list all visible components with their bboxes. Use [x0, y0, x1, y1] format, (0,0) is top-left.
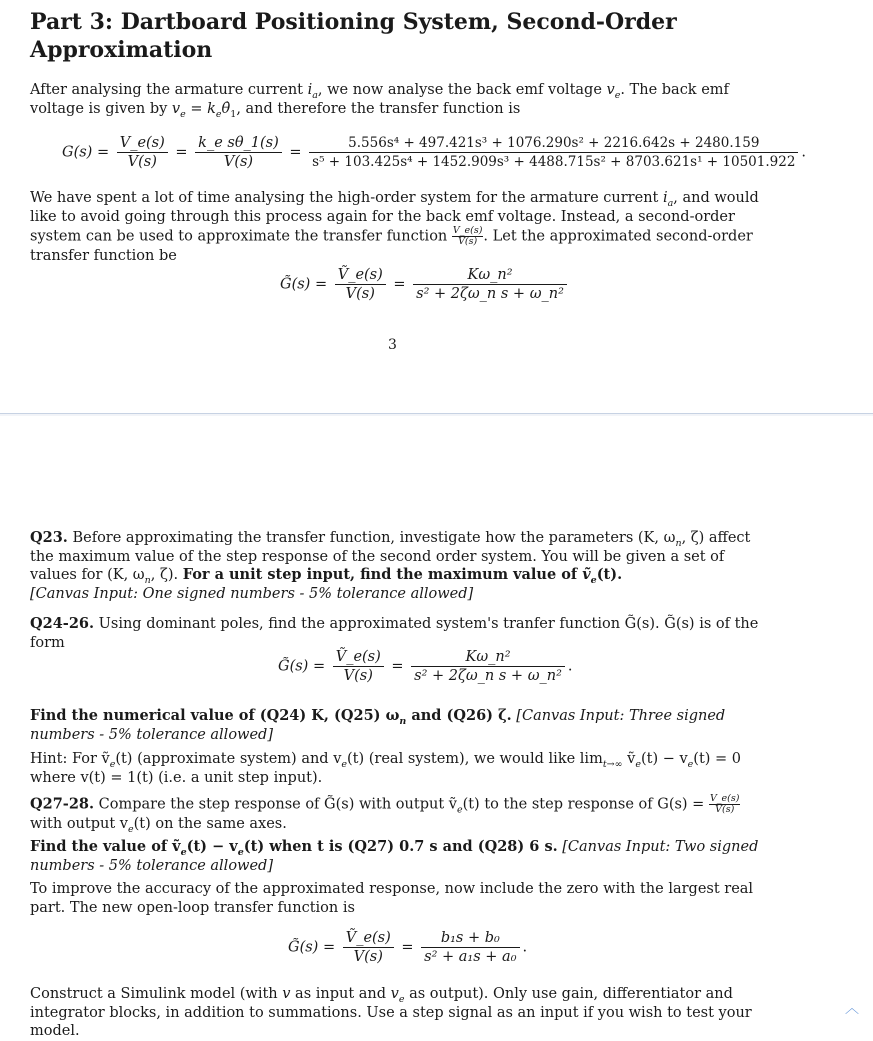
rel-theta: θ̇	[221, 100, 231, 117]
q23-text-2: , ζ) affect the maximum value of the step response of the second order system. You will be given a set of values for (K, ω	[30, 530, 751, 583]
var-i: i	[307, 82, 313, 98]
q27-sub-2: e	[127, 823, 134, 835]
hint-sub-4: e	[687, 758, 694, 770]
q24-find-bold: Find the numerical value of (Q24) K, (Q25) ω	[30, 707, 400, 724]
hint-text-5: (t) − v	[640, 751, 688, 767]
q27-find-bold: Find the value of ṽ	[30, 838, 181, 855]
hint-lim-sub: t→∞	[602, 758, 623, 770]
improve-paragraph: To improve the accuracy of the approximated response, now include the zero with the largest real part. The new open-loop transfer function is	[30, 881, 754, 916]
q23-label: Q23.	[30, 529, 68, 546]
q23-bold: For a unit step input, find the maximum value of	[182, 566, 583, 583]
sub-a: a	[312, 89, 318, 101]
eq1-frac-3-den: s⁵ + 103.425s⁴ + 1452.909s³ + 4488.715s² + 8703.621s¹ + 10501.922	[312, 154, 796, 170]
intro-text-1: After analysing the armature current	[30, 82, 308, 98]
eq4-frac-2-den: s² + a₁s + a₀	[424, 949, 517, 965]
eq1-frac-3	[309, 135, 798, 170]
sim-sub-e: e	[398, 993, 405, 1005]
q27-text-1: Compare the step response of G̃(s) with output ṽ	[94, 796, 457, 813]
q23-sub-n2: n	[144, 574, 151, 586]
intro-text-4: , and therefore the transfer function is	[236, 100, 521, 117]
sim-text-1: Construct a Simulink model (with	[30, 986, 283, 1002]
para2-sub-a: a	[667, 197, 674, 209]
q27-text-3: with output v	[30, 816, 128, 832]
chevron-up-icon[interactable]: ︿	[845, 1001, 859, 1017]
rel-sub-e: e	[180, 108, 186, 120]
q23-text-1: Before approximating the transfer function, investigate how the parameters (K, ω	[67, 530, 676, 546]
q24-find	[30, 707, 765, 744]
hint-text-3: (t) (real system), we would like lim	[347, 751, 603, 767]
q24-label: Q24-26.	[30, 615, 95, 632]
eq1-period: .	[801, 144, 807, 161]
question-q27-28	[30, 794, 765, 834]
eq4-frac-1-num: Ṽ_e(s)	[343, 930, 394, 948]
question-q23	[30, 529, 765, 603]
eq2-frac-2-den: s² + 2ζω_n s + ω_n²	[416, 286, 564, 302]
eq4-equals: =	[401, 939, 414, 956]
q23-bold-end: (t).	[596, 566, 623, 583]
page-number: 3	[388, 337, 397, 353]
rel-theta-sub: 1	[230, 108, 237, 120]
eq1-equals-2: =	[175, 144, 188, 161]
second-paragraph	[30, 189, 765, 266]
eq4-frac-1	[343, 930, 394, 965]
equation-g-zero	[288, 930, 527, 965]
eq3-frac-2	[411, 649, 565, 684]
eq1-frac-1-den: V(s)	[127, 154, 157, 170]
hint-text-2: (t) (approximate system) and v	[115, 751, 342, 767]
eq3-frac-1-num: Ṽ_e(s)	[333, 649, 384, 667]
eq3-equals: =	[391, 658, 404, 675]
q27-inline-frac	[709, 794, 741, 815]
intro-paragraph	[30, 81, 765, 118]
hint-sub-1: e	[109, 758, 116, 770]
q24-find-bold-2: and (Q26) ζ.	[406, 707, 512, 724]
intro-text-3: . The back emf voltage is given by	[30, 82, 729, 117]
q27-find-sub-1: e	[180, 846, 187, 858]
eq4-lhs: G̃(s) =	[288, 939, 336, 956]
hint-sub-3: e	[635, 758, 641, 770]
eq4-frac-2-num: b₁s + b₀	[421, 930, 519, 948]
para2-text-2: , and would like to avoid going through this process again for the back emf voltage. Instead, a second-order system can be used to approximate the transfer function	[30, 190, 759, 245]
q27-frac-den: V(s)	[715, 804, 735, 815]
document-page-4	[0, 416, 873, 1039]
sim-text-2: as input and	[290, 986, 391, 1002]
hint-sub-2: e	[341, 758, 348, 770]
q27-find-sub-2: e	[237, 846, 244, 858]
para2-inline-frac	[452, 226, 484, 247]
eq2-frac-1-den: V(s)	[345, 286, 375, 302]
eq3-frac-1	[333, 649, 384, 684]
hint-text-6: (t) = 0 where v(t) = 1(t) (i.e. a unit step input).	[30, 751, 742, 786]
eq1-frac-1-num: V_e(s)	[117, 135, 168, 153]
eq2-frac-1-num: Ṽ_e(s)	[335, 267, 386, 285]
rel-k-sub: e	[215, 108, 222, 120]
sim-text-3: as output). Only use gain, differentiator and integrator blocks, in addition to summations. Use a step signal as an input if you wish to test your model.	[30, 986, 752, 1039]
eq3-frac-1-den: V(s)	[343, 668, 373, 684]
eq1-lhs: G(s) =	[62, 144, 110, 161]
q27-find	[30, 838, 765, 875]
question-q24-26	[30, 615, 765, 652]
eq1-frac-3-num: 5.556s⁴ + 497.421s³ + 1076.290s² + 2216.642s + 2480.159	[309, 135, 798, 153]
equation-g-approx	[280, 267, 570, 302]
eq4-frac-2	[421, 930, 519, 965]
eq2-frac-1	[335, 267, 386, 302]
rel-eq-k: = k	[185, 100, 216, 117]
eq2-equals: =	[393, 276, 406, 293]
sim-var-v: v	[282, 986, 291, 1002]
q27-label: Q27-28.	[30, 795, 95, 813]
q23-sub-n: n	[675, 537, 682, 549]
var-v: v	[606, 82, 615, 98]
q27-find-bold-2: (t) − v	[186, 838, 238, 855]
q23-bold-var: ṽ	[582, 566, 591, 583]
eq3-period: .	[567, 658, 573, 675]
q27-find-bold-3: (t) when t is (Q27) 0.7 s and (Q28) 6 s.	[243, 838, 558, 855]
section-heading: Part 3: Dartboard Positioning System, Second-Order Approximation	[30, 9, 677, 63]
hint-text-1: Hint: For ṽ	[30, 751, 110, 767]
eq4-frac-1-den: V(s)	[353, 949, 383, 965]
eq3-frac-2-num: Kω_n²	[411, 649, 565, 667]
eq1-frac-2-num: k_e sθ_1(s)	[195, 135, 282, 153]
sub-e: e	[614, 89, 621, 101]
q24-canvas-note: [Canvas Input: Three signed numbers - 5% tolerance allowed]	[30, 708, 726, 743]
rel-v: v	[171, 100, 181, 117]
hint-paragraph	[30, 750, 765, 787]
q27-text-4: (t) on the same axes.	[133, 816, 287, 832]
q23-canvas-note: [Canvas Input: One signed numbers - 5% tolerance allowed]	[30, 585, 474, 602]
document-page-3	[0, 0, 873, 413]
hint-text-4: ṽ	[622, 751, 636, 767]
q24-text-1: Using dominant poles, find the approximated system's tranfer function G̃(s). G̃(s) is of the form	[30, 616, 759, 651]
q27-frac-num: V_e(s)	[709, 793, 740, 804]
eq2-lhs: G̃(s) =	[280, 276, 328, 293]
eq3-lhs: G̃(s) =	[278, 658, 326, 675]
para2-var-i: i	[662, 190, 668, 206]
q24-find-sub: n	[399, 715, 407, 727]
para2-text-3: . Let the approximated second-order transfer function be	[30, 228, 753, 264]
intro-text-2: , we now analyse the back emf voltage	[317, 82, 607, 98]
para2-frac-num: V_e(s)	[452, 225, 483, 236]
q27-text-2: (t) to the step response of G(s) =	[462, 796, 709, 813]
q23-text-3: , ζ).	[150, 567, 183, 583]
q27-canvas-note: [Canvas Input: Two signed numbers - 5% tolerance allowed]	[30, 839, 759, 874]
q23-bold-var-sub: e	[590, 574, 597, 586]
eq4-period: .	[522, 939, 528, 956]
q27-sub-1: e	[456, 804, 463, 816]
eq1-frac-2-den: V(s)	[223, 154, 254, 170]
eq1-frac-1	[117, 135, 168, 170]
para2-text-1: We have spent a lot of time analysing the high-order system for the armature current	[30, 190, 663, 206]
eq3-frac-2-den: s² + 2ζω_n s + ω_n²	[414, 668, 562, 684]
sim-var-ve: v	[390, 986, 399, 1002]
simulink-paragraph	[30, 985, 765, 1041]
equation-g-approx-2	[278, 649, 573, 684]
para2-frac-den: V(s)	[458, 236, 478, 247]
eq1-frac-2	[195, 135, 282, 170]
eq1-equals-3: =	[289, 144, 302, 161]
eq2-frac-2-num: Kω_n²	[413, 267, 567, 285]
eq2-frac-2	[413, 267, 567, 302]
equation-g-full	[62, 135, 806, 170]
